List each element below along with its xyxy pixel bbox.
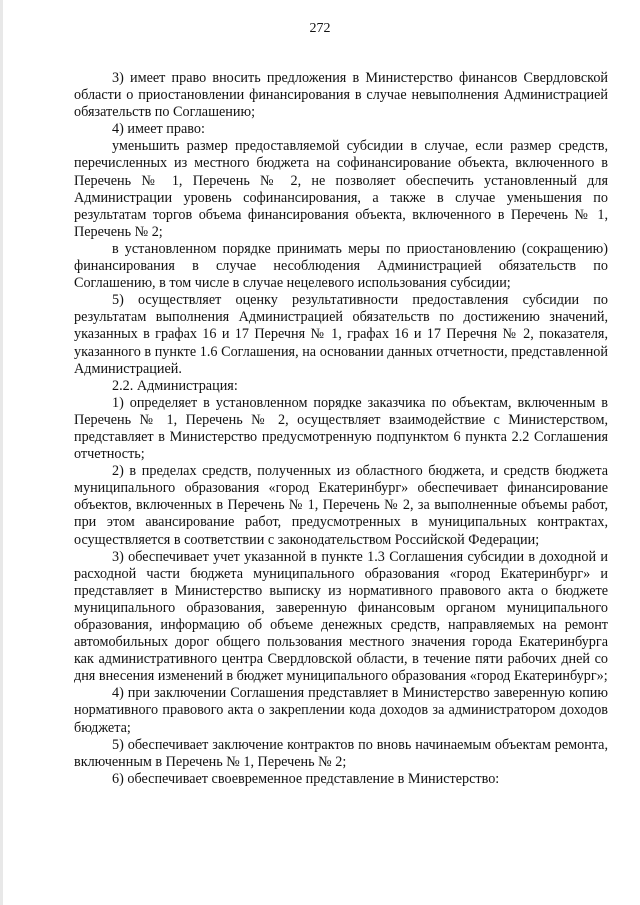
scan-edge (0, 0, 3, 905)
document-body (74, 70, 608, 788)
paragraph-admin-6-reporting: 6) обеспечивает своевременное представление в Министерство: (112, 770, 500, 787)
paragraph-3-proposals: 3) имеет право вносить предложения в Министерство финансов Свердловской области о приостановлении финансирования в случае невыполнения Администрацией обязательств по Соглашению; (74, 70, 608, 121)
page-number: 272 (309, 21, 331, 36)
paragraph-admin-3-accounting: 3) обеспечивает учет указанной в пункте 1.3 Соглашения субсидии в доходной и расходной части бюджета муниципального образования «город Екатеринбург» и представляет в Министерство выписку из нормативного правового акта о бюджете муниципального образования, заверенную финансовым органом муниципального образования, информацию об объеме денежных средств, направляемых на ремонт автомобильных дорог общего пользования местного значения города Екатеринбурга как административного центра Свердловской области, в течение пяти рабочих дней со дня внесения изменений в бюджет муниципального образования «город Екатеринбург»; (74, 548, 608, 685)
paragraph-suspend-financing: в установленном порядке принимать меры по приостановлению (сокращению) финансирования в случае несоблюдения Администрацией обязательств по Соглашению, в том числе в случае нецелевого использования субсидии; (74, 240, 608, 292)
paragraph-admin-5-contracts: 5) обеспечивает заключение контрактов по вновь начинаемым объектам ремонта, включенным в Перечень № 1, Перечень № 2; (74, 736, 608, 770)
paragraph-reduce-subsidy: уменьшить размер предоставляемой субсидии в случае, если размер средств, перечисленных из местного бюджета на софинансирование объекта, включенного в Перечень № 1, Перечень № 2, не позволяет обеспечить установленный для Администрации уровень софинансирования, а также в случае уменьшения по результатам торгов объема финансирования объекта, включенного в Перечень № 1, Перечень № 2; (74, 138, 608, 240)
paragraph-4-has-right: 4) имеет право: (112, 121, 205, 138)
paragraph-admin-1-customer: 1) определяет в установленном порядке заказчика по объектам, включенным в Перечень № 1, Перечень № 2, осуществляет взаимодействие с Министерством, представляет в Министерство предусмотренную подпунктом 6 пункта 2.2 Соглашения отчетность; (74, 394, 608, 463)
paragraph-admin-2-financing: 2) в пределах средств, полученных из областного бюджета, и средств бюджета муниципального образования «город Екатеринбург» обеспечивает финансирование объектов, включенных в Перечень № 1, Перечень № 2, за выполненные объемы работ, при этом авансирование работ, предусмотренных в муниципальных контрактах, осуществляется в соответствии с законодательством Российской Федерации; (74, 463, 608, 548)
paragraph-2-2-administration: 2.2. Администрация: (112, 377, 238, 394)
paragraph-5-evaluation: 5) осуществляет оценку результативности предоставления субсидии по результатам выполнения Администрацией обязательств по достижению значений, указанных в графах 16 и 17 Перечня № 1, графах 16 и 17 Перечня № 2, показателя, указанного в пункте 1.6 Соглашения, на основании данных отчетности, представленной Администрацией. (74, 292, 608, 377)
paragraph-admin-4-copy: 4) при заключении Соглашения представляет в Министерство заверенную копию нормативного правового акта о закреплении кода доходов за администратором доходов бюджета; (74, 685, 608, 736)
